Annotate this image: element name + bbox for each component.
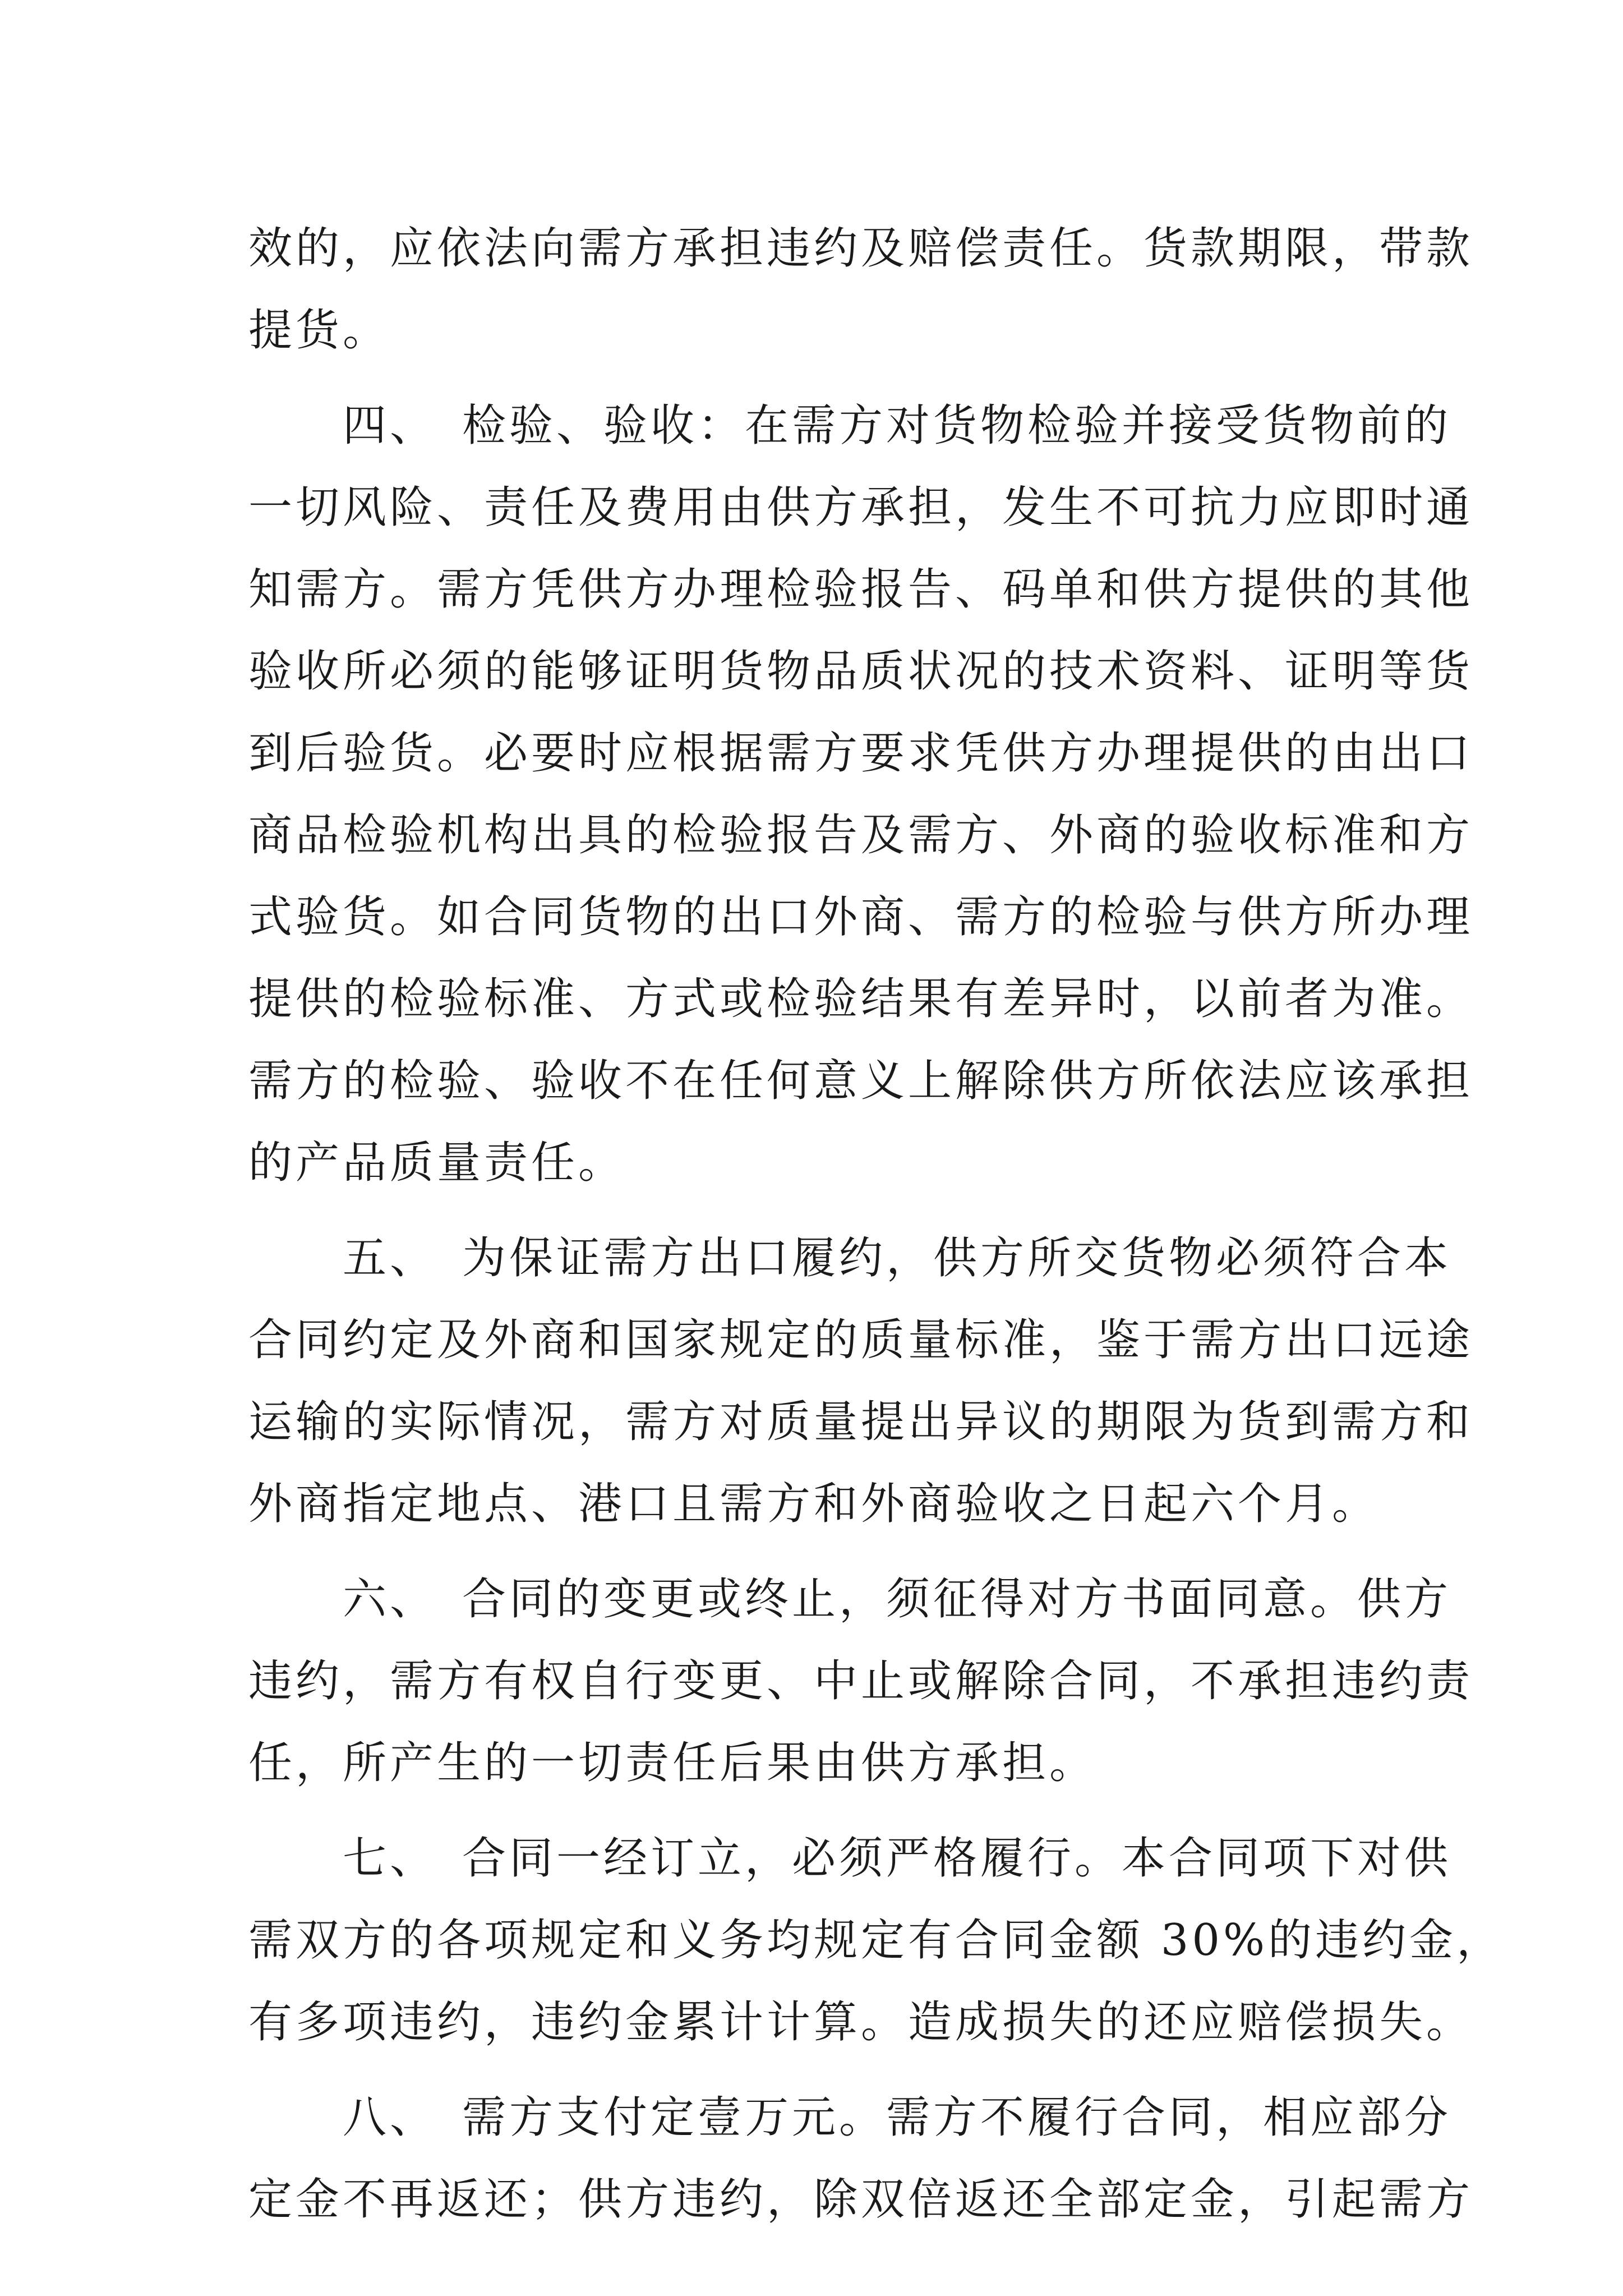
- clause-6-heading-line: 六、 合同的变更或终止，须征得对方书面同意。供方: [248, 1574, 1452, 1625]
- paragraph-gap: [248, 1204, 1387, 1217]
- text-line: 外商指定地点、港口且需方和外商验收之日起六个月。: [248, 1479, 1380, 1529]
- clause-7-heading-line: 七、 合同一经订立，必须严格履行。本合同项下对供: [248, 1833, 1452, 1884]
- clause-8-heading-line: 八、 需方支付定壹万元。需方不履行合同，相应部分: [248, 2092, 1452, 2143]
- text-line: 到后验货。必要时应根据需方要求凭供方办理提供的由出口: [248, 728, 1474, 779]
- text-line: 知需方。需方凭供方办理检验报告、码单和供方提供的其他: [248, 564, 1474, 615]
- text-line: 验收所必须的能够证明货物品质状况的技术资料、证明等货: [248, 646, 1474, 697]
- text-line: 合同约定及外商和国家规定的质量标准，鉴于需方出口远途: [248, 1315, 1474, 1365]
- text-line: 效的，应依法向需方承担违约及赔偿责任。货款期限，带款: [248, 223, 1474, 274]
- paragraph-gap: [248, 1804, 1387, 1818]
- contract-body-text: [248, 208, 1504, 2240]
- clause-5-heading-line: 五、 为保证需方出口履约，供方所交货物必须符合本: [248, 1233, 1452, 1283]
- text-line: 提货。: [248, 305, 390, 356]
- paragraph-gap: [248, 2063, 1387, 2077]
- text-line: 运输的实际情况，需方对质量提出异议的期限为货到需方和: [248, 1397, 1474, 1447]
- text-line: 违约，需方有权自行变更、中止或解除合同，不承担违约责: [248, 1656, 1474, 1706]
- clause-4-heading-line: 四、 检验、验收：在需方对货物检验并接受货物前的: [248, 401, 1452, 451]
- text-line: 提供的检验标准、方式或检验结果有差异时，以前者为准。: [248, 974, 1474, 1024]
- text-line: 需方的检验、验收不在任何意义上解除供方所依法应该承担: [248, 1056, 1474, 1106]
- text-line: 需双方的各项规定和义务均规定有合同金额 30%的违约金，: [248, 1915, 1504, 1966]
- text-line: 定金不再返还；供方违约，除双倍返还全部定金，引起需方: [248, 2174, 1474, 2225]
- text-line: 任，所产生的一切责任后果由供方承担。: [248, 1738, 1097, 1788]
- text-line: 的产品质量责任。: [248, 1138, 626, 1188]
- text-line: 一切风险、责任及费用由供方承担，发生不可抗力应即时通: [248, 482, 1474, 533]
- text-line: 式验货。如合同货物的出口外商、需方的检验与供方所办理: [248, 892, 1474, 942]
- paragraph-gap: [248, 1545, 1387, 1558]
- text-line: 商品检验机构出具的检验报告及需方、外商的验收标准和方: [248, 810, 1474, 861]
- text-line: 有多项违约，违约金累计计算。造成损失的还应赔偿损失。: [248, 1997, 1474, 2047]
- paragraph-gap: [248, 371, 1387, 385]
